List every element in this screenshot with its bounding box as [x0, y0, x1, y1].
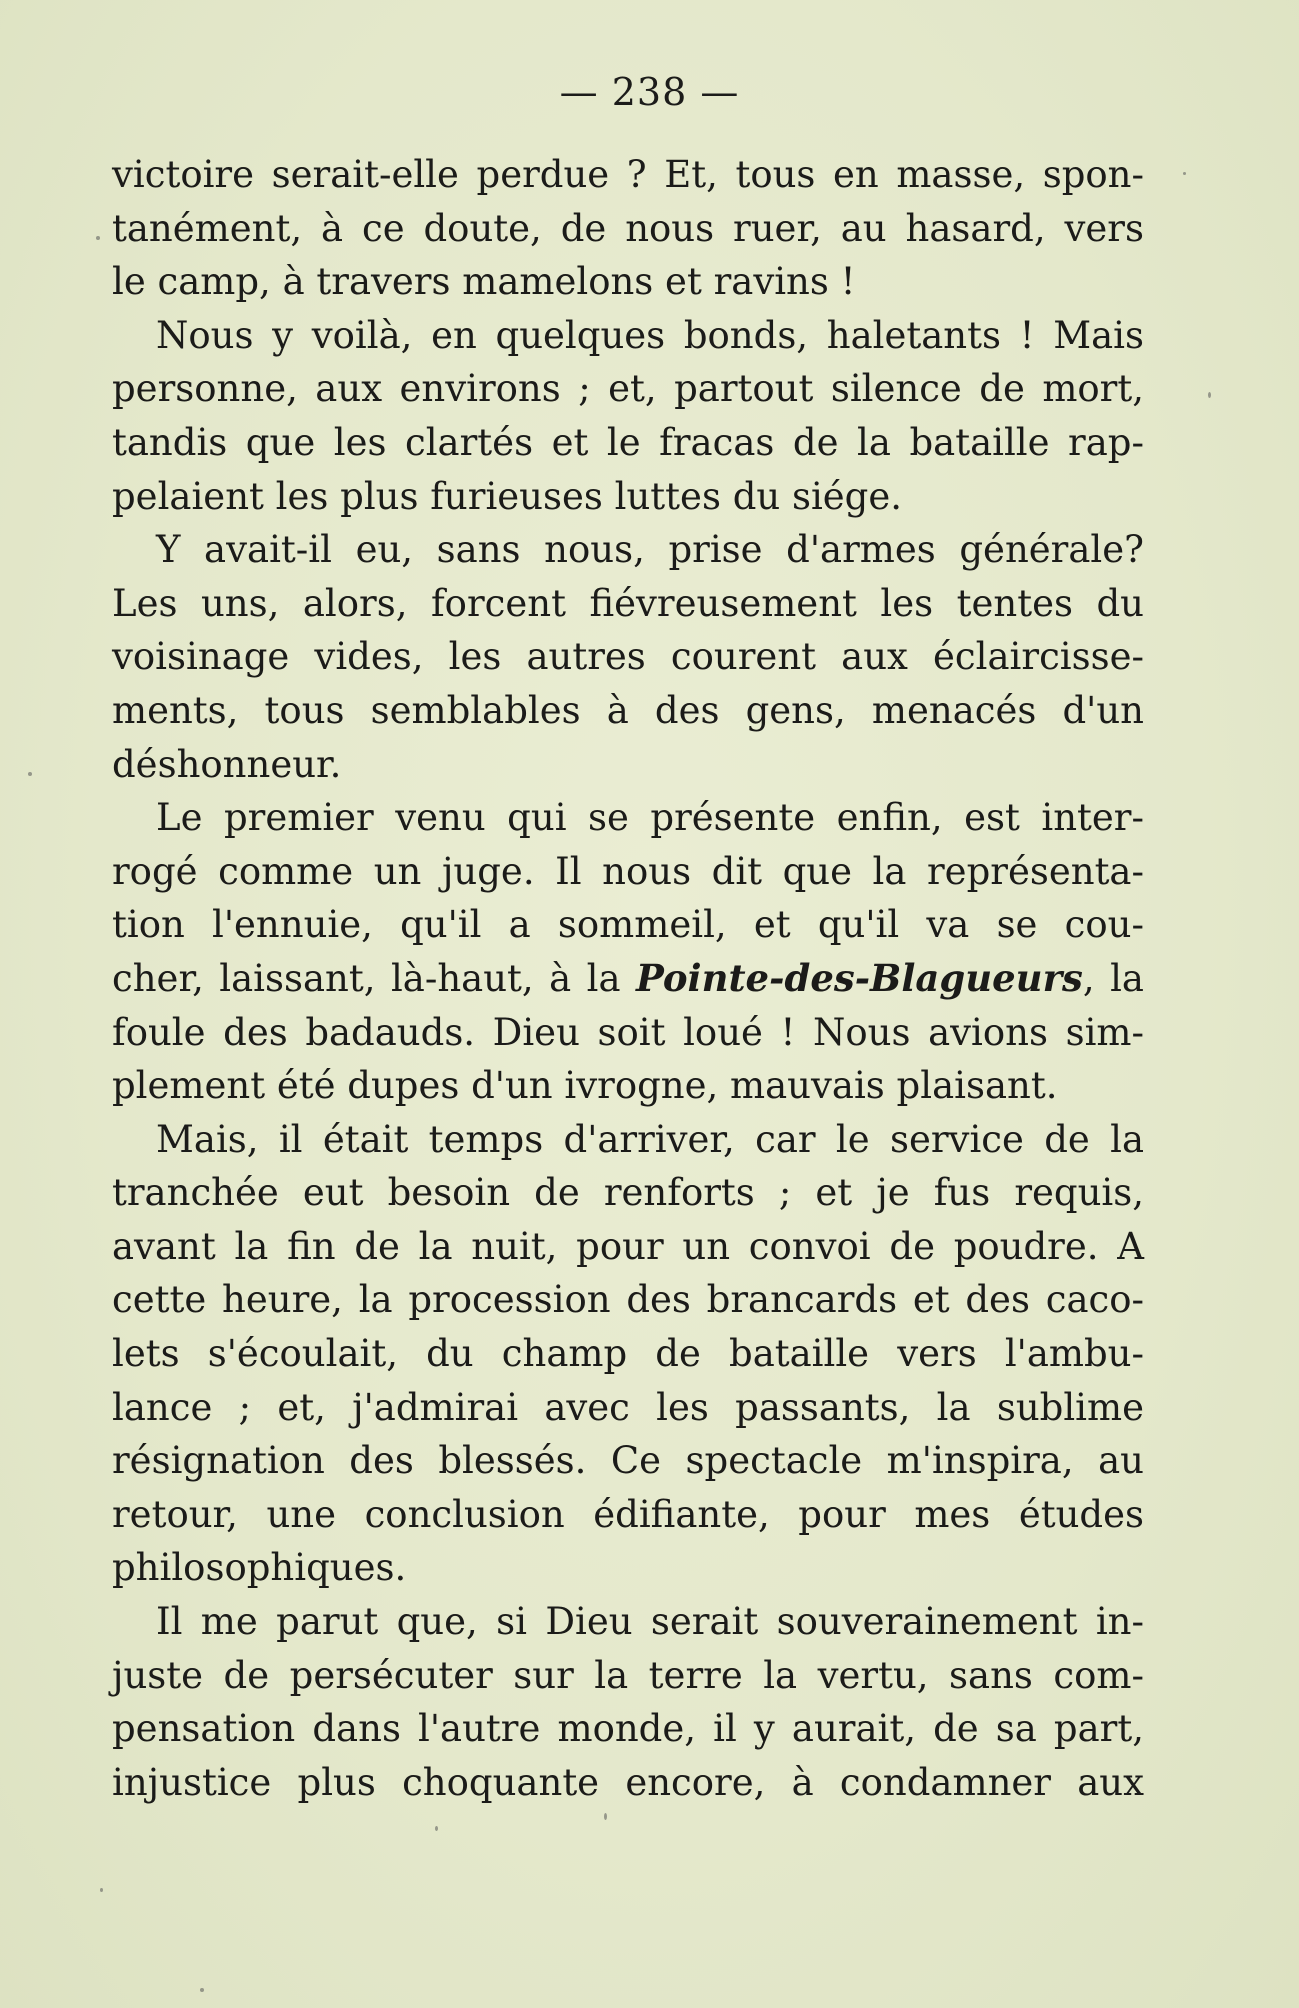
print-speck — [1183, 172, 1186, 175]
text-line: voisinage vides, les autres courent aux éclaircisse- — [112, 635, 1144, 679]
text-line: retour, une conclusion édifiante, pour mes études — [112, 1492, 1144, 1536]
text-line: personne, aux environs ; et, partout silence de mort, — [112, 367, 1144, 411]
place-name-italic: Pointe-des-Blagueurs — [636, 955, 1083, 1000]
text-line: pensation dans l'autre monde, il y aurait, de sa part, — [112, 1707, 1144, 1751]
text-line: injustice plus choquante encore, à condamner aux — [112, 1760, 1144, 1804]
text-line: lance ; et, j'admirai avec les passants, la sublime — [112, 1385, 1144, 1429]
text-line: ments, tous semblables à des gens, menacés d'un — [112, 688, 1144, 732]
text-segment: , la — [1082, 956, 1144, 1000]
text-line: avant la fin de la nuit, pour un convoi de poudre. A — [112, 1224, 1144, 1268]
text-line: lets s'écoulait, du champ de bataille vers l'ambu- — [112, 1332, 1144, 1376]
text-line: le camp, à travers mamelons et ravins ! — [112, 260, 856, 304]
print-speck — [100, 1888, 103, 1892]
print-speck — [96, 236, 100, 240]
text-line: tranchée eut besoin de renforts ; et je fus requis, — [112, 1171, 1144, 1215]
text-line: déshonneur. — [112, 742, 342, 786]
print-speck — [200, 1988, 204, 1992]
text-line: pelaient les plus furieuses luttes du siége. — [112, 474, 903, 518]
text-line: plement été dupes d'un ivrogne, mauvais plaisant. — [112, 1064, 1058, 1108]
print-speck — [1208, 392, 1211, 398]
body-text — [112, 148, 1144, 1809]
print-speck — [604, 1813, 607, 1820]
text-line: Mais, il était temps d'arriver, car le service de la — [156, 1117, 1144, 1161]
text-line: Il me parut que, si Dieu serait souverainement in- — [156, 1600, 1144, 1644]
text-line: Y avait-il eu, sans nous, prise d'armes générale? — [156, 528, 1144, 572]
text-line: Nous y voilà, en quelques bonds, haletants ! Mais — [156, 313, 1144, 357]
text-segment: cher, laissant, là-haut, à la — [112, 956, 636, 1000]
text-line — [112, 952, 1144, 1006]
text-line: foule des badauds. Dieu soit loué ! Nous avions sim- — [112, 1010, 1144, 1054]
text-line: rogé comme un juge. Il nous dit que la représenta- — [112, 849, 1144, 893]
text-line: victoire serait-elle perdue ? Et, tous en masse, spon- — [112, 153, 1144, 196]
print-speck — [435, 1826, 438, 1831]
text-line: Les uns, alors, forcent fiévreusement les tentes du — [112, 581, 1144, 625]
text-line: philosophiques. — [112, 1546, 407, 1590]
text-line: tandis que les clartés et le fracas de la bataille rap- — [112, 420, 1144, 464]
text-line: tanément, à ce doute, de nous ruer, au hasard, vers — [112, 206, 1144, 250]
page-number: — 238 — — [559, 70, 740, 114]
print-speck — [28, 772, 32, 776]
text-line: résignation des blessés. Ce spectacle m'inspira, au — [112, 1439, 1144, 1483]
text-line: juste de persécuter sur la terre la vertu, sans com- — [112, 1653, 1144, 1697]
text-line: tion l'ennuie, qu'il a sommeil, et qu'il va se cou- — [112, 903, 1144, 947]
text-line: cette heure, la procession des brancards et des caco- — [112, 1278, 1144, 1322]
text-line: Le premier venu qui se présente enfin, est inter- — [156, 796, 1144, 840]
